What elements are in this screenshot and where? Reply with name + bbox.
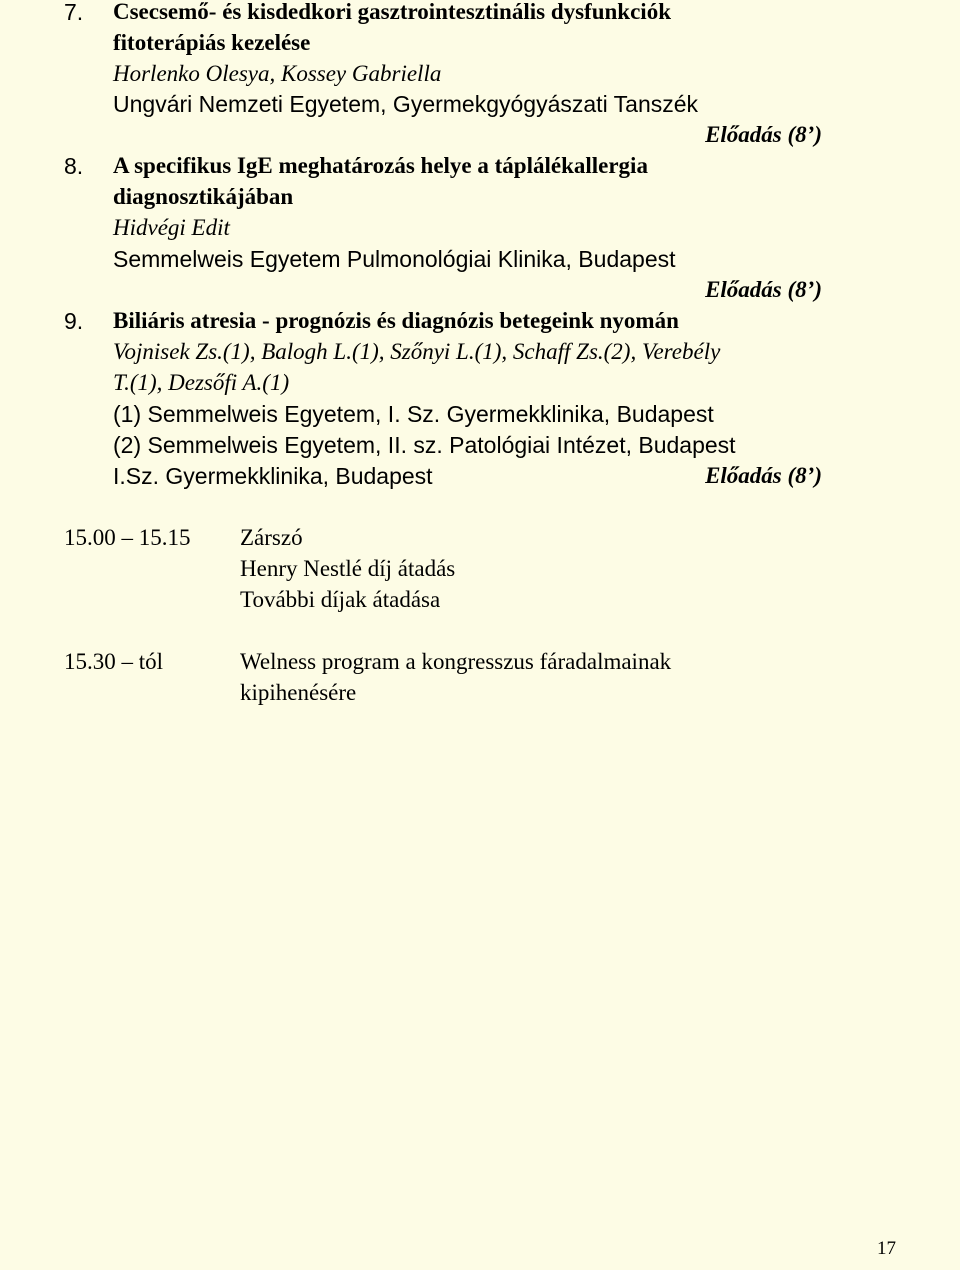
presentation-label: Előadás (8’) [705, 122, 822, 147]
item-affiliation: Semmelweis Egyetem Pulmonológiai Klinika, Budapest [113, 246, 676, 272]
item-title: A specifikus IgE meghatározás helye a táplálékallergia [113, 153, 648, 178]
session-line: Welness program a kongresszus fáradalmainak [240, 649, 672, 674]
item-number: 8. [64, 153, 84, 179]
session-line: További díjak átadása [240, 587, 441, 612]
item-authors: Horlenko Olesya, Kossey Gabriella [113, 61, 442, 86]
session-time: 15.00 – 15.15 [64, 525, 191, 550]
session-line: Henry Nestlé díj átadás [240, 556, 456, 581]
item-number: 7. [64, 0, 84, 25]
presentation-label: Előadás (8’) [705, 277, 822, 302]
item-affiliation: (1) Semmelweis Egyetem, I. Sz. Gyermekklinika, Budapest [113, 401, 714, 427]
item-affiliation: I.Sz. Gyermekklinika, Budapest [113, 463, 433, 489]
session-time: 15.30 – tól [64, 649, 164, 674]
item-authors: Hidvégi Edit [113, 215, 230, 240]
item-title: Csecsemő- és kisdedkori gasztrointesztinális dysfunkciók [113, 0, 671, 24]
page-number: 17 [877, 1238, 896, 1259]
item-authors: T.(1), Dezsőfi A.(1) [113, 370, 290, 395]
presentation-label: Előadás (8’) [705, 463, 822, 488]
item-title: Biliáris atresia - prognózis és diagnózis betegeink nyomán [113, 308, 679, 333]
item-affiliation: Ungvári Nemzeti Egyetem, Gyermekgyógyászati Tanszék [113, 91, 699, 117]
session-line: kipihenésére [240, 680, 357, 705]
item-title: diagnosztikájában [113, 184, 294, 209]
item-number: 9. [64, 308, 84, 334]
session-line: Zárszó [240, 525, 303, 550]
item-title: fitoterápiás kezelése [113, 30, 311, 55]
item-authors: Vojnisek Zs.(1), Balogh L.(1), Szőnyi L.(1), Schaff Zs.(2), Verebély [113, 339, 721, 364]
item-affiliation: (2) Semmelweis Egyetem, II. sz. Patológiai Intézet, Budapest [113, 432, 736, 458]
